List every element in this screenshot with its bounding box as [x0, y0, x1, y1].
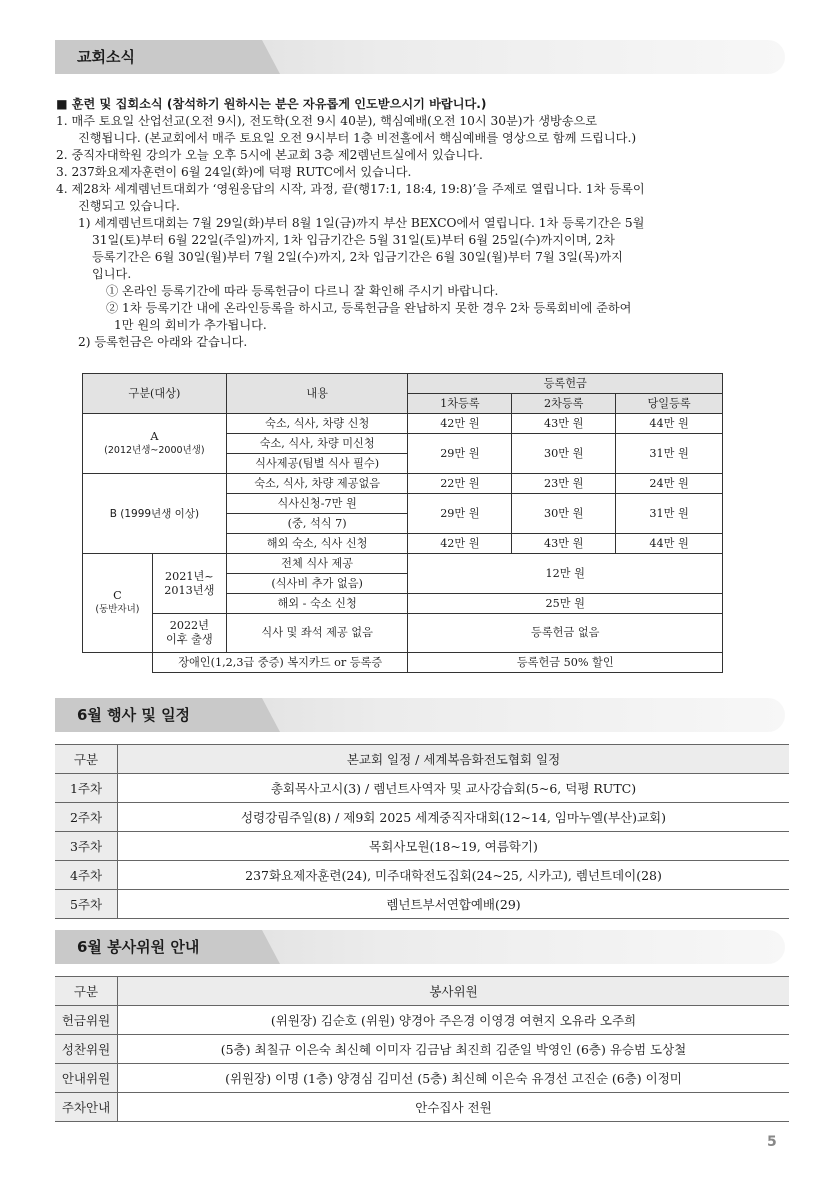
event-cell: 목회사모원(18~19, 여름학기) [118, 832, 790, 861]
notice-line: 2) 등록헌금은 아래와 같습니다. [78, 335, 248, 349]
section-title: 6월 행사 및 일정 [77, 706, 191, 724]
role-cell: 안내위원 [55, 1064, 118, 1093]
header-col2: 본교회 일정 / 세계복음화전도협회 일정 [118, 745, 790, 774]
fee-cell: 42만 원 [408, 534, 512, 554]
fee-cell: 등록헌금 없음 [408, 614, 723, 653]
fee-cell: 30만 원 [512, 494, 616, 534]
table-row [55, 861, 789, 890]
fee-cell: 30만 원 [512, 434, 616, 474]
header-col2: 봉사위원 [118, 977, 790, 1006]
notice-line: 31일(토)부터 6월 22일(주일)까지, 1차 입금기간은 5월 31일(토)부터 6월 25일(수)까지이며, 2차 [92, 233, 615, 247]
age-line: 2013년생 [164, 583, 215, 597]
role-cell: 헌금위원 [55, 1006, 118, 1035]
group-b-label: B (1999년생 이상) [109, 507, 200, 520]
fee-cell: 44만 원 [616, 414, 723, 434]
notice-line: 1만 원의 회비가 추가됩니다. [114, 318, 267, 332]
table-row [55, 890, 789, 919]
content-cell: 식사제공(팀별 식사 필수) [226, 454, 408, 474]
table-row [55, 1064, 789, 1093]
role-cell: 성찬위원 [55, 1035, 118, 1064]
table-row [55, 803, 789, 832]
week-cell: 2주차 [55, 803, 118, 832]
header-col1: 구분 [55, 745, 118, 774]
fee-cell: 24만 원 [616, 474, 723, 494]
event-cell: 렘넌트부서연합예배(29) [118, 890, 790, 919]
group-c [83, 554, 153, 653]
table-row [55, 1006, 789, 1035]
fee-cell: 29만 원 [408, 494, 512, 534]
fee-cell: 등록헌금 50% 할인 [408, 653, 723, 673]
notice-line: 2. 중직자대학원 강의가 오늘 오후 5시에 본교회 3층 제2렘넌트실에서 있습니다. [56, 148, 483, 162]
group-a-label: A [150, 429, 159, 443]
names-cell: (위원장) 이명 (1층) 양경심 김미선 (5층) 최신혜 이은숙 유경선 고진순 (6층) 이정미 [118, 1064, 790, 1093]
fee-cell: 12만 원 [408, 554, 723, 594]
group-b [83, 474, 227, 554]
content-cell: 장애인(1,2,3급 중증) 복지카드 or 등록증 [152, 653, 408, 673]
event-cell: 237화요제자훈련(24), 미주대학전도집회(24~25, 시카고), 렘넌트데이(28) [118, 861, 790, 890]
week-cell: 5주차 [55, 890, 118, 919]
content-cell: (중, 석식 7) [226, 514, 408, 534]
header-group: 구분(대상) [83, 374, 227, 414]
fee-cell: 29만 원 [408, 434, 512, 474]
content-cell: 해외 숙소, 식사 신청 [226, 534, 408, 554]
names-cell: (5층) 최칠규 이은숙 최신혜 이미자 김금남 최진희 김준일 박영인 (6층) 유승범 도상철 [118, 1035, 790, 1064]
section-title: 6월 봉사위원 안내 [77, 938, 200, 956]
fee-cell: 31만 원 [616, 494, 723, 534]
notice-line: 진행됩니다. (본교회에서 매주 토요일 오전 9시부터 1층 비전홀에서 핵심예배를 영상으로 함께 드립니다.) [78, 131, 637, 145]
header-second: 2차등록 [512, 394, 616, 414]
names-cell: 안수집사 전원 [118, 1093, 790, 1122]
fee-cell: 43만 원 [512, 414, 616, 434]
section-header-events [55, 698, 785, 732]
notice-line: 진행되고 있습니다. [78, 199, 180, 213]
header-content: 내용 [226, 374, 408, 414]
age-cell [152, 554, 226, 614]
notice-line: 1) 세계렘넌트대회는 7월 29일(화)부터 8월 1일(금)까지 부산 BEXCO에서 열립니다. 1차 등록기간은 5월 [78, 216, 645, 230]
week-cell: 4주차 [55, 861, 118, 890]
table-row [55, 1035, 789, 1064]
group-c-label: C [113, 589, 122, 602]
fee-cell: 31만 원 [616, 434, 723, 474]
fee-cell: 25만 원 [408, 594, 723, 614]
fee-cell: 44만 원 [616, 534, 723, 554]
notice-heading: ■ 훈련 및 집회소식 (참석하기 원하시는 분은 자유롭게 인도받으시기 바랍니다.) [56, 97, 487, 111]
registration-fee-table [82, 373, 723, 673]
page-number: 5 [767, 1134, 777, 1150]
event-cell: 성령강림주일(8) / 제9회 2025 세계중직자대회(12~14, 임마누엘(부산)교회) [118, 803, 790, 832]
section-header-news [55, 40, 785, 74]
notice-line: ① 온라인 등록기간에 따라 등록헌금이 다르니 잘 확인해 주시기 바랍니다. [106, 284, 499, 298]
age-cell [152, 614, 226, 653]
group-c-sub: (동반자녀) [95, 604, 140, 615]
names-cell: (위원장) 김순호 (위원) 양경아 주은경 이영경 여현지 오유라 오주희 [118, 1006, 790, 1035]
content-cell: 숙소, 식사, 차량 미신청 [226, 434, 408, 454]
week-cell: 3주차 [55, 832, 118, 861]
section-title: 교회소식 [77, 48, 135, 66]
fee-cell: 22만 원 [408, 474, 512, 494]
header-col1: 구분 [55, 977, 118, 1006]
events-table [55, 744, 789, 919]
fee-cell: 23만 원 [512, 474, 616, 494]
servers-table [55, 976, 789, 1122]
notice-line: ② 1차 등록기간 내에 온라인등록을 하시고, 등록헌금을 완납하지 못한 경우 2차 등록회비에 준하여 [106, 301, 632, 315]
content-cell: (식사비 추가 없음) [226, 574, 408, 594]
content-cell: 식사신청-7만 원 [226, 494, 408, 514]
group-a-sub: (2012년생~2000년생) [104, 444, 205, 456]
notice-line: 등록기간은 6월 30일(월)부터 7월 2일(수)까지, 2차 입금기간은 6월 30일(월)부터 7월 3일(목)까지 [92, 250, 623, 264]
content-cell: 식사 및 좌석 제공 없음 [226, 614, 408, 653]
content-cell: 숙소, 식사, 차량 신청 [226, 414, 408, 434]
fee-cell: 43만 원 [512, 534, 616, 554]
table-row [55, 832, 789, 861]
age-line: 이후 출생 [165, 633, 213, 646]
fee-cell: 42만 원 [408, 414, 512, 434]
header-day: 당일등록 [616, 394, 723, 414]
table-row [55, 1093, 789, 1122]
header-fee: 등록헌금 [408, 374, 723, 394]
age-line: 2022년 [169, 619, 209, 632]
notice-line: 4. 제28차 세계렘넌트대회가 ‘영원응답의 시작, 과정, 끝(행17:1, 18:4, 19:8)’을 주제로 열립니다. 1차 등록이 [56, 182, 645, 196]
blank-cell [83, 653, 153, 673]
notice-line: 입니다. [92, 267, 132, 281]
section-header-servers [55, 930, 785, 964]
content-cell: 해외 - 숙소 신청 [226, 594, 408, 614]
content-cell: 전체 식사 제공 [226, 554, 408, 574]
week-cell: 1주차 [55, 774, 118, 803]
age-line: 2021년~ [165, 569, 214, 583]
group-a [83, 414, 227, 474]
event-cell: 총회목사고시(3) / 렘넌트사역자 및 교사강습회(5~6, 덕평 RUTC) [118, 774, 790, 803]
notice-block [56, 96, 786, 351]
notice-line: 3. 237화요제자훈련이 6월 24일(화)에 덕평 RUTC에서 있습니다. [56, 165, 412, 179]
role-cell: 주차안내 [55, 1093, 118, 1122]
header-first: 1차등록 [408, 394, 512, 414]
table-row [55, 774, 789, 803]
content-cell: 숙소, 식사, 차량 제공없음 [226, 474, 408, 494]
notice-line: 1. 매주 토요일 산업선교(오전 9시), 전도학(오전 9시 40분), 핵심예배(오전 10시 30분)가 생방송으로 [56, 114, 598, 128]
